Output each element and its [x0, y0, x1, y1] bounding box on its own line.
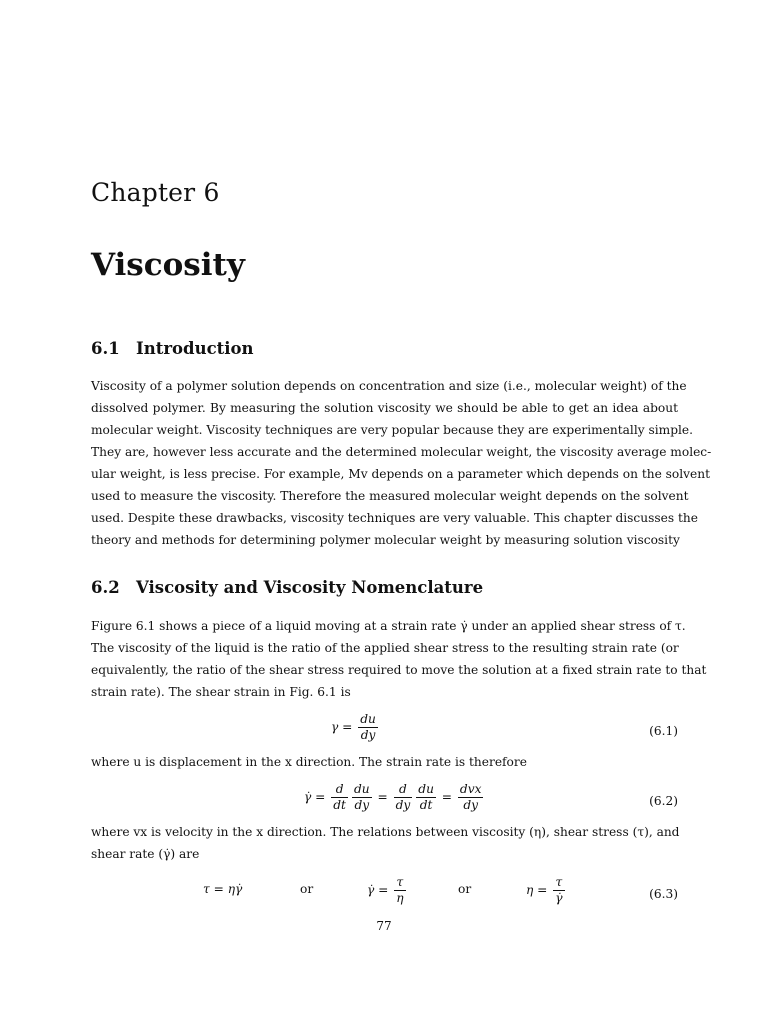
fraction — [416, 782, 436, 813]
equation-part-1: τ = ηγ̇ — [203, 882, 243, 896]
section-number: 6.2 — [91, 578, 120, 597]
equation-number: (6.3) — [649, 887, 678, 901]
paragraph-line: Figure 6.1 shows a piece of a liquid moving at a strain rate γ̇ under an applied shear stress of τ. — [91, 619, 686, 633]
or-text: or — [458, 882, 472, 896]
fraction — [352, 782, 372, 813]
denominator: dt — [333, 798, 346, 812]
denominator: η — [396, 891, 404, 905]
equation-6-2 — [91, 782, 678, 822]
fraction — [394, 875, 405, 906]
nomenclature-paragraph — [91, 615, 707, 703]
equation-part-3 — [526, 875, 567, 906]
section-heading-nomenclature — [91, 578, 483, 597]
paragraph-line: strain rate). The shear strain in Fig. 6.1 is — [91, 685, 351, 699]
paragraph-line: shear rate (γ̇) are — [91, 847, 200, 861]
denominator: dy — [354, 798, 370, 812]
equation-number: (6.2) — [649, 794, 678, 808]
denominator: dy — [395, 798, 411, 812]
equation-number: (6.1) — [649, 724, 678, 738]
numerator: du — [353, 782, 370, 796]
paragraph-line: where vx is velocity in the x direction. The relations between viscosity (η), shear stress (τ), and — [91, 825, 680, 839]
paragraph-line: The viscosity of the liquid is the ratio of the applied shear stress to the resulting strain rate (or — [91, 641, 679, 655]
section-heading-introduction — [91, 339, 254, 358]
section-title: Viscosity and Viscosity Nomenclature — [136, 578, 484, 597]
fraction — [458, 782, 484, 813]
equation-lhs: γ̇ = — [367, 883, 389, 897]
fraction — [553, 875, 564, 906]
equals-sign: = — [377, 790, 388, 804]
paragraph-line: Viscosity of a polymer solution depends on concentration and size (i.e., molecular weight) of the — [91, 379, 687, 393]
numerator: du — [360, 712, 376, 726]
denominator: dt — [419, 798, 433, 812]
page-number: 77 — [376, 919, 392, 933]
section-number: 6.1 — [91, 339, 120, 358]
equation-lhs: η = — [526, 883, 548, 897]
chapter-label: Chapter 6 — [91, 178, 220, 207]
fraction — [358, 712, 378, 743]
paragraph-line: dissolved polymer. By measuring the solution viscosity we should be able to get an idea about — [91, 401, 678, 415]
numerator: du — [418, 782, 434, 796]
numerator: dvx — [459, 782, 482, 796]
chapter-title: Viscosity — [91, 247, 245, 283]
equation-1-followup-text: where u is displacement in the x direction. The strain rate is therefore — [91, 755, 527, 769]
paragraph-line: used to measure the viscosity. Therefore the measured molecular weight depends on the solvent — [91, 489, 689, 503]
equation-lhs: γ = — [331, 720, 353, 734]
numerator: d — [394, 782, 413, 798]
section-title: Introduction — [136, 339, 254, 358]
denominator: dy — [463, 798, 479, 812]
equation-lhs: γ̇ = — [304, 790, 326, 804]
paragraph-line: used. Despite these drawbacks, viscosity techniques are very valuable. This chapter discusses the — [91, 511, 698, 525]
equals-sign: = — [441, 790, 453, 804]
relations-paragraph — [91, 821, 678, 865]
equation-6-1 — [91, 712, 678, 752]
paragraph-line: molecular weight. Viscosity techniques are very popular because they are experimentally simple. — [91, 423, 693, 437]
numerator: τ — [553, 875, 564, 891]
numerator: τ — [394, 875, 405, 891]
paragraph-line: ular weight, is less precise. For example, Mv depends on a parameter which depends on the solvent — [91, 467, 710, 481]
denominator: γ̇ — [555, 891, 563, 905]
fraction — [394, 782, 413, 813]
denominator: dy — [360, 728, 376, 742]
paragraph-line: They are, however less accurate and the determined molecular weight, the viscosity average molec- — [91, 445, 712, 459]
numerator: d — [331, 782, 348, 798]
fraction — [331, 782, 348, 813]
paragraph-line: theory and methods for determining polymer molecular weight by measuring solution viscosity — [91, 533, 680, 547]
or-text: or — [300, 882, 314, 896]
paragraph-line: equivalently, the ratio of the shear stress required to move the solution at a fixed strain rate to that — [91, 663, 707, 677]
intro-paragraph — [91, 375, 712, 551]
equation-6-3 — [91, 875, 678, 915]
equation-part-2 — [367, 875, 408, 906]
